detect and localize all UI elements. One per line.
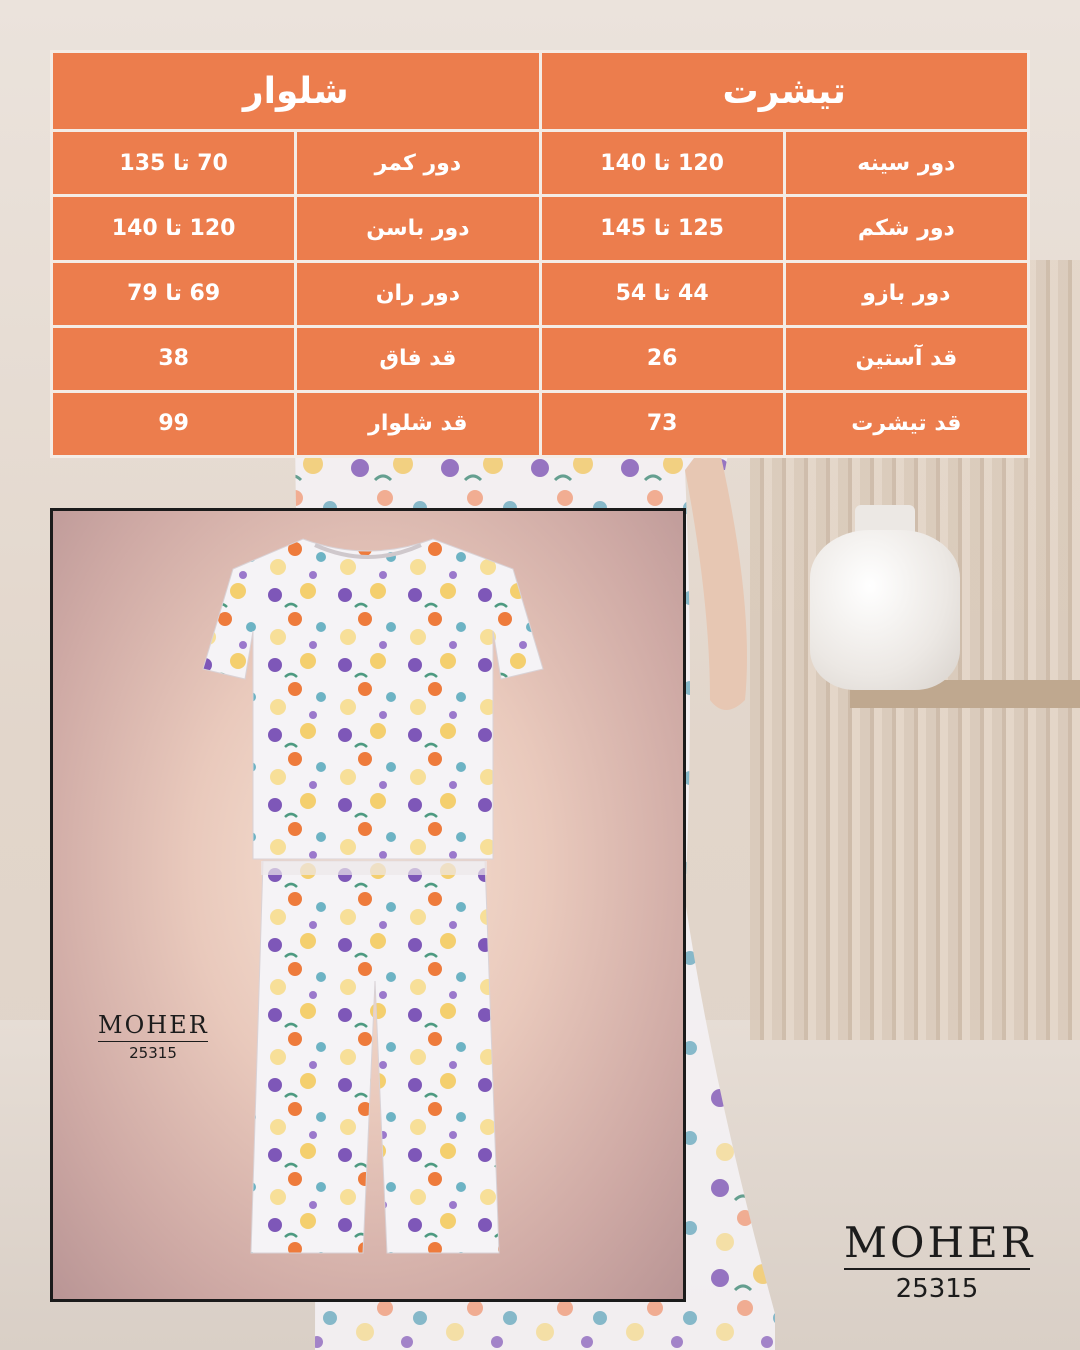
tshirt-header: تیشرت	[540, 52, 1029, 131]
pants-value: 99	[52, 391, 296, 456]
tshirt-label: دور شکم	[784, 196, 1028, 261]
pants-value: 120 تا 140	[52, 196, 296, 261]
tshirt-label: دور سینه	[784, 131, 1028, 196]
product-code: 25315	[895, 1274, 979, 1304]
pants-label: قد فاق	[296, 326, 540, 391]
tshirt-value: 26	[540, 326, 784, 391]
pants-value: 69 تا 79	[52, 261, 296, 326]
tshirt-label: دور بازو	[784, 261, 1028, 326]
table-row	[52, 261, 1029, 326]
pants-label: دور باسن	[296, 196, 540, 261]
pants-label: دور ران	[296, 261, 540, 326]
tshirt-label: قد تیشرت	[784, 391, 1028, 456]
tshirt-value: 125 تا 145	[540, 196, 784, 261]
table-row	[52, 196, 1029, 261]
table-row	[52, 131, 1029, 196]
size-chart-table	[50, 50, 1030, 458]
tshirt-label: قد آستین	[784, 326, 1028, 391]
pants-value: 70 تا 135	[52, 131, 296, 196]
pants-value: 38	[52, 326, 296, 391]
vase	[810, 530, 960, 690]
pants-label: قد شلوار	[296, 391, 540, 456]
tshirt-value: 73	[540, 391, 784, 456]
brand-logo	[844, 1218, 1036, 1304]
brand-name: MOHER	[844, 1218, 1030, 1270]
tshirt-value: 44 تا 54	[540, 261, 784, 326]
pants-header: شلوار	[52, 52, 541, 131]
size-chart-header-row	[52, 52, 1029, 131]
brand-name: MOHER	[98, 1011, 208, 1042]
product-photo-frame	[50, 508, 686, 1302]
pants-label: دور کمر	[296, 131, 540, 196]
frame-brand-logo	[98, 1011, 208, 1062]
table-row	[52, 391, 1029, 456]
table-row	[52, 326, 1029, 391]
product-code: 25315	[129, 1044, 177, 1062]
tshirt-value: 120 تا 140	[540, 131, 784, 196]
pajama-set-illustration	[53, 511, 683, 1299]
